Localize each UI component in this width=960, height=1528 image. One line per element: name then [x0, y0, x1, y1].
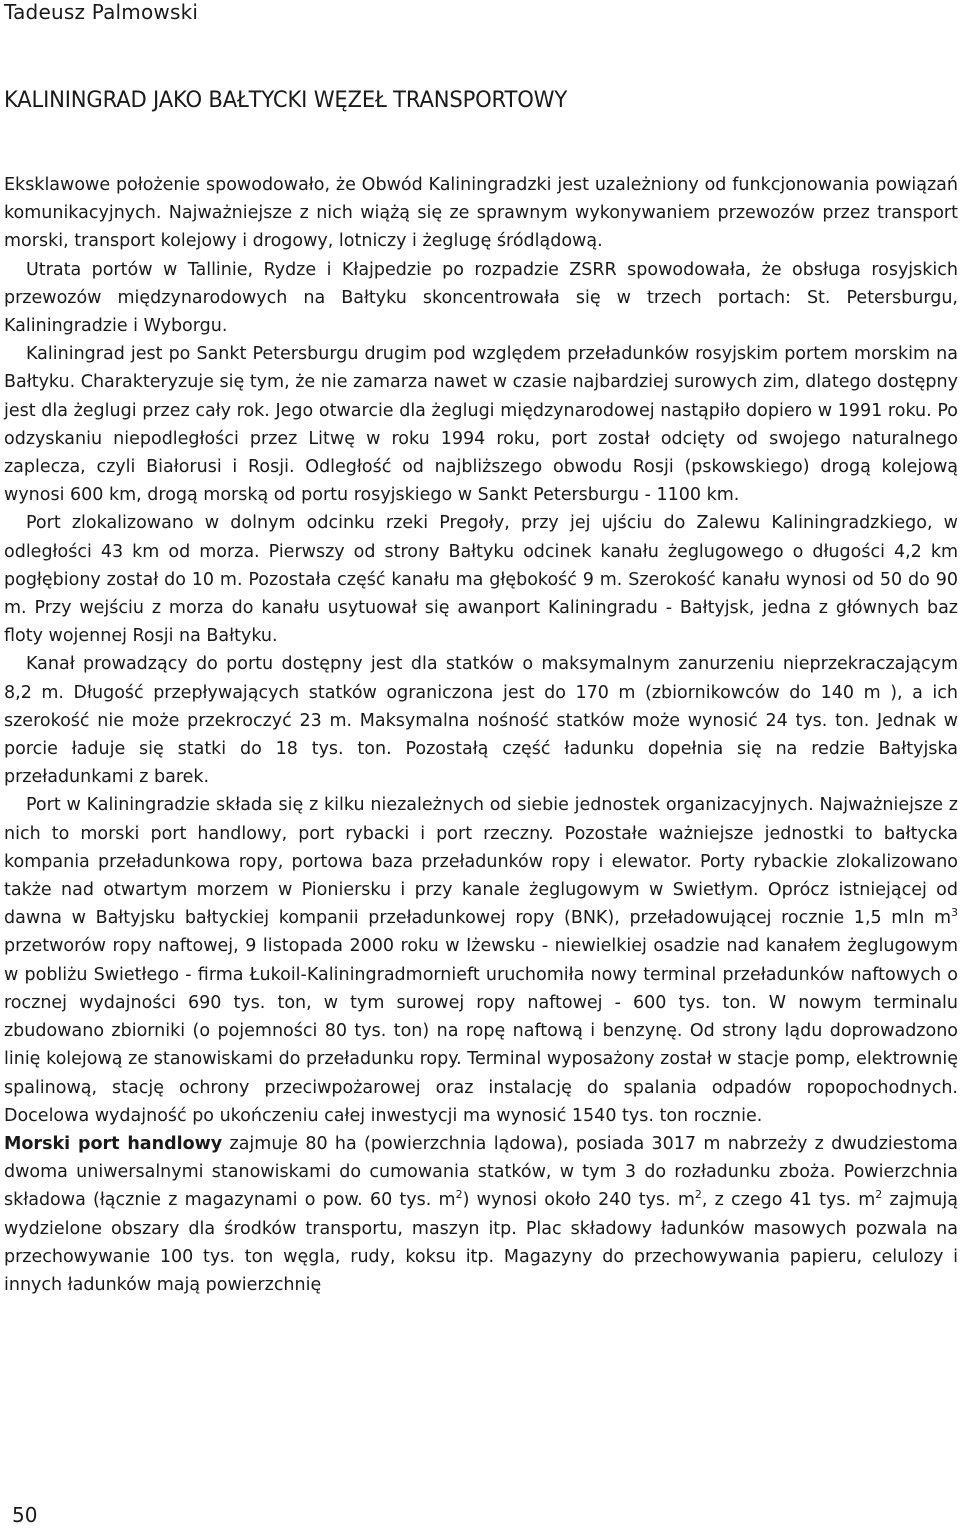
article-body	[4, 171, 958, 1299]
text-run: zajmuje 80 ha (powierzchnia lądowa), posiada 3017 m nabrzeży z dwudziestoma dwoma uniwersalnymi stanowiskami do cumowania statków, w tym 3 do rozładunku zboża. Powierzchnia składowa (łącznie z magazynami o pow. 60 tys. m	[4, 1133, 959, 1211]
text-run: przetworów ropy naftowej, 9 listopada 2000 roku w Iżewsku - niewielkiej osadzie nad kanałem żeglugowym w pobliżu Swietłego - firma Łukoil-Kaliningradmornieft uruchomiła nowy terminal przeładunków naftowych o rocznej wydajności 690 tys. ton, w tym surowej ropy naftowej - 600 tys. ton. W nowym terminalu zbudowano zbiorniki (o pojemności 80 tys. ton) na ropę naftową i benzynę. Od strony lądu doprowadzono linię kolejową ze stanowiskami do przeładunku ropy. Terminal wyposażony został w stacje pomp, elektrownię spalinową, stację ochrony przeciwpożarowej oraz instalację do spalania odpadów ropopochodnych. Docelowa wydajność po ukończeniu całej inwestycji ma wynosić 1540 tys. ton rocznie.	[4, 936, 958, 1126]
paragraph	[4, 791, 958, 1129]
text-run: Port w Kaliningradzie składa się z kilku niezależnych od siebie jednostek organizacyjnych. Najważniejsze z nich to morski port handlowy, port rybacki i port rzeczny. Pozostałe ważniejsze jednostki to bałtycka kompania przeładunkowa ropy, portowa baza przeładunków ropy i elewator. Porty rybackie zlokalizowano także nad otwartym morzem w Pioniersku i przy kanale żeglugowym w Swietłym. Oprócz istniejącej od dawna w Bałtyjsku bałtyckiej kompanii przeładunkowej ropy (BNK), przeładowującej rocznie 1,5 mln m	[4, 795, 958, 929]
paragraph: Port zlokalizowano w dolnym odcinku rzeki Pregoły, przy jej ujściu do Zalewu Kaliningradzkiego, w odległości 43 km od morza. Pierwszy od strony Bałtyku odcinek kanału żeglugowego o długości 4,2 km pogłębiony został do 10 m. Pozostała część kanału ma głębokość 9 m. Szerokość kanału wynosi od 50 do 90 m. Przy wejściu z morza do kanału usytuował się awanport Kaliningradu - Bałtyjsk, jedna z głównych baz floty wojennej Rosji na Bałtyku.	[4, 513, 958, 647]
bold-lead: Morski port handlowy	[4, 1133, 223, 1154]
superscript: 3	[951, 906, 958, 920]
superscript: 2	[455, 1188, 463, 1202]
paragraph: Kanał prowadzący do portu dostępny jest dla statków o maksymalnym zanurzeniu nieprzekraczającym 8,2 m. Długość przepływających statków ograniczona jest do 170 m (zbiornikowców do 140 m ), a ich szerokość nie może przekroczyć 23 m. Maksymalna nośność statków może wynosić 24 tys. ton. Jednak w porcie ładuje się statki do 18 tys. ton. Pozostałą część ładunku dopełnia się na redzie Bałtyjska przeładunkami z barek.	[4, 654, 958, 788]
page-number: 50	[12, 1503, 38, 1527]
text-run: zajmują wydzielone obszary dla środków transportu, maszyn itp. Plac składowy ładunków masowych pozwala na przechowywanie 100 tys. ton węgla, rudy, koksu itp. Magazyny do przechowywania papieru, celulozy i innych ładunków mają powierzchnię	[4, 1190, 958, 1295]
superscript: 2	[694, 1188, 702, 1202]
paragraph: Utrata portów w Tallinie, Rydze i Kłajpedzie po rozpadzie ZSRR spowodowała, że obsługa rosyjskich przewozów międzynarodowych na Bałtyku skoncentrowała się w trzech portach: St. Petersburgu, Kaliningradzie i Wyborgu.	[4, 259, 958, 337]
running-header-author: Tadeusz Palmowski	[4, 0, 199, 24]
superscript: 2	[875, 1188, 883, 1202]
text-run: , z czego 41 tys. m	[701, 1190, 876, 1211]
paragraph: Eksklawowe położenie spowodowało, że Obwód Kaliningradzki jest uzależniony od funkcjonowania powiązań komunikacyjnych. Najważniejsze z nich wiążą się ze sprawnym wykonywaniem przewozów przez transport morski, transport kolejowy i drogowy, lotniczy i żeglugę śródlądową.	[4, 175, 958, 252]
article-title: KALININGRAD JAKO BAŁTYCKI WĘZEŁ TRANSPORTOWY	[4, 88, 568, 113]
paragraph: Kaliningrad jest po Sankt Petersburgu drugim pod względem przeładunków rosyjskim portem morskim na Bałtyku. Charakteryzuje się tym, że nie zamarza nawet w czasie najbardziej surowych zim, dlatego dostępny jest dla żeglugi przez cały rok. Jego otwarcie dla żeglugi międzynarodowej nastąpiło dopiero w 1991 roku. Po odzyskaniu niepodległości przez Litwę w roku 1994 roku, port został odcięty od swojego naturalnego zaplecza, czyli Białorusi i Rosji. Odległość od najbliższego obwodu Rosji (pskowskiego) drogą kolejową wynosi 600 km, drogą morską od portu rosyjskiego w Sankt Petersburgu - 1100 km.	[4, 344, 958, 506]
paragraph	[4, 1130, 958, 1299]
text-run: ) wynosi około 240 tys. m	[462, 1190, 695, 1211]
